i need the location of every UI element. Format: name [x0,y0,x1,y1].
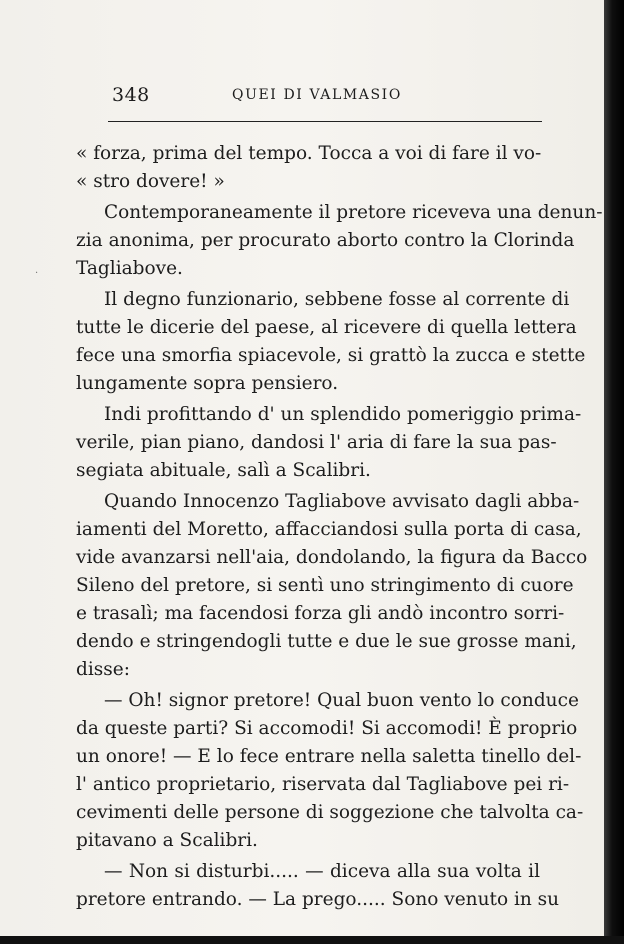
text-line: zia anonima, per procurato aborto contro la Clorinda [76,230,575,251]
text-line: « forza, prima del tempo. Tocca a voi di fare il vo- [76,143,542,164]
text-line: cevimenti delle persone di soggezione che talvolta ca- [76,802,584,823]
margin-speck: · [35,268,39,279]
text-line: lungamente sopra pensiero. [76,373,339,394]
text-line: da queste parti? Si accomodi! Si accomodi! È proprio [76,718,578,739]
text-line: iamenti del Moretto, affacciandosi sulla porta di casa, [76,519,582,540]
text-line: disse: [76,659,130,680]
book-spine-edge [604,0,624,944]
text-line: fece una smorfia spiacevole, si grattò la zucca e stette [76,345,586,366]
text-line: Sileno del pretore, si sentì uno stringimento di cuore [76,575,574,596]
running-title: QUEI DI VALMASIO [232,87,402,103]
text-line: dendo e stringendogli tutte e due le sue grosse mani, [76,631,577,652]
page-header [108,84,540,114]
page-number: 348 [112,84,150,106]
text-line: Tagliabove. [76,258,183,279]
scan-bottom-edge [0,936,624,944]
text-line: Contemporaneamente il pretore riceveva una denun- [104,202,603,223]
text-line: vide avanzarsi nell'aia, dondolando, la figura da Bacco [76,547,588,568]
text-line: segiata abituale, salì a Scalibri. [76,460,371,481]
header-rule [108,121,542,122]
text-line: e trasalì; ma facendosi forza gli andò incontro sorri- [76,603,565,624]
text-line: tutte le dicerie del paese, al ricevere di quella lettera [76,317,577,338]
body-text [76,140,603,914]
text-line: — Non si disturbi..... — diceva alla sua volta il [104,861,540,882]
text-line: pitavano a Scalibri. [76,830,258,851]
text-line: — Oh! signor pretore! Qual buon vento lo conduce [104,690,579,711]
text-line: un onore! — E lo fece entrare nella saletta tinello del- [76,746,582,767]
text-line: pretore entrando. — La prego..... Sono venuto in su [76,889,560,910]
text-line: « stro dovere! » [76,171,225,192]
text-line: Quando Innocenzo Tagliabove avvisato dagli abba- [104,491,580,512]
text-line: l' antico proprietario, riservata dal Tagliabove pei ri- [76,774,570,795]
text-line: Il degno funzionario, sebbene fosse al corrente di [104,289,570,310]
text-line: verile, pian piano, dandosi l' aria di fare la sua pas- [76,432,557,453]
text-line: Indi profittando d' un splendido pomeriggio prima- [104,404,582,425]
